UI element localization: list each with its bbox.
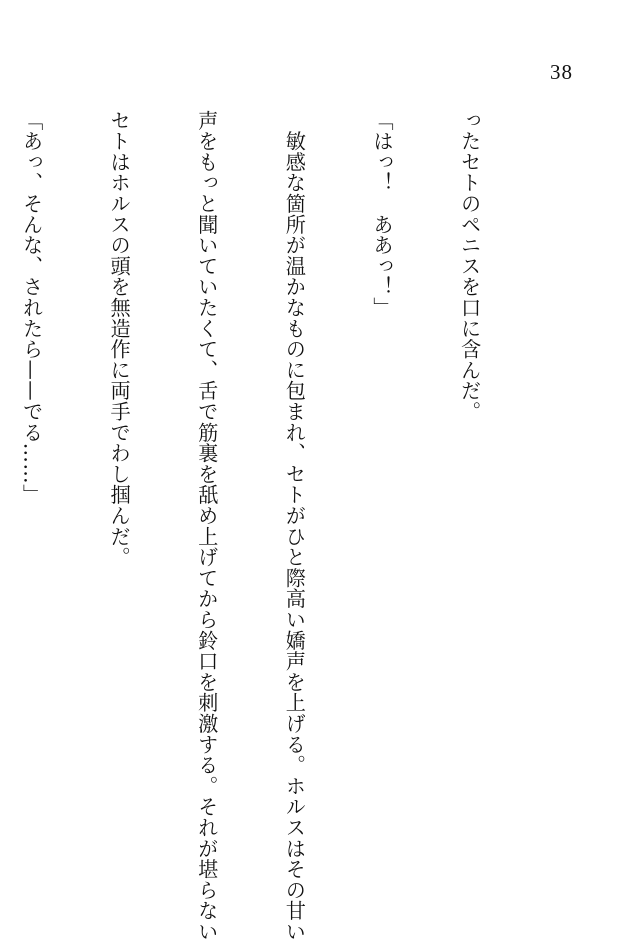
text-line: 「あっ、そんな、されたら——でる……」	[19, 110, 44, 506]
text-line: 「はっ！ ああっ！」	[369, 110, 394, 318]
text-line: 声をもっと聞いていたくて、舌で筋裏を舐め上げてから鈴口を刺激する。それが堪らない	[194, 110, 219, 942]
text-line: セトはホルスの頭を無造作に両手でわし掴んだ。	[107, 110, 132, 568]
page-number: 38	[550, 60, 573, 84]
text-line: ったセトのペニスを口に含んだ。	[457, 110, 482, 422]
text-line: 敏感な箇所が温かなものに包まれ、セトがひと際高い嬌声を上げる。ホルスはその甘い	[282, 110, 307, 942]
vertical-text-block	[0, 110, 542, 942]
